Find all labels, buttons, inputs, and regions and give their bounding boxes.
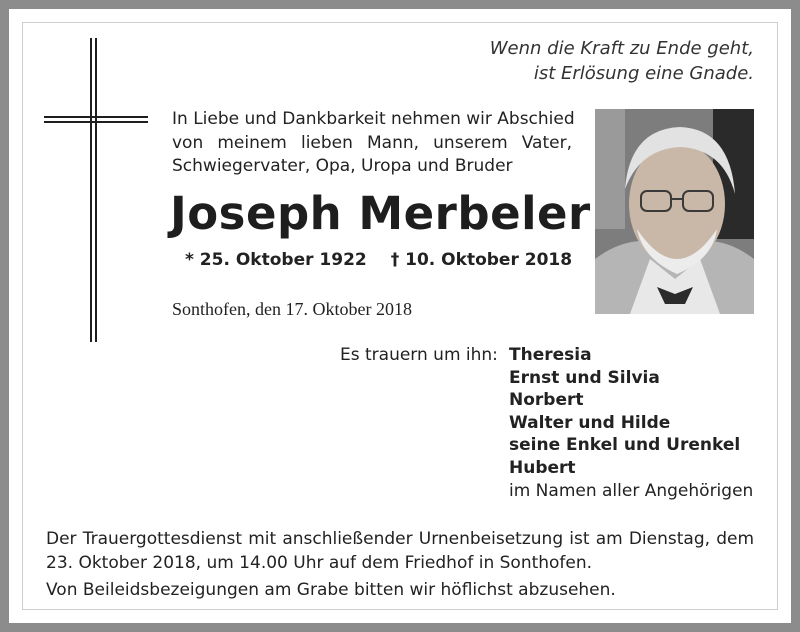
service-line-1: Der Trauergottesdienst mit anschließender Urnenbeisetzung ist am Dienstag, dem — [46, 529, 754, 549]
motto-line-1: Wenn die Kraft zu Ende geht, — [489, 38, 754, 59]
mourners-list — [509, 344, 753, 502]
mourners-label: Es trauern um ihn: — [340, 345, 498, 365]
deceased-name: Joseph Merbeler — [170, 187, 591, 240]
motto-line-2: ist Erlösung eine Gnade. — [533, 63, 754, 84]
birth-date: * 25. Oktober 1922 — [185, 250, 367, 270]
mourner-name: Hubert — [509, 457, 576, 478]
condolence-note: Von Beileidsbezeigungen am Grabe bitten wir höflichst abzusehen. — [46, 580, 616, 600]
intro-line: Schwiegervater, Opa, Uropa und Bruder — [172, 156, 513, 176]
life-dates — [185, 248, 572, 272]
cross-icon — [44, 38, 148, 342]
mourner-name: Walter und Hilde — [509, 412, 671, 433]
death-date: † 10. Oktober 2018 — [390, 250, 573, 270]
mourners-closing: im Namen aller Angehörigen — [509, 480, 754, 501]
service-line-2: 23. Oktober 2018, um 14.00 Uhr auf dem Friedhof in Sonthofen. — [46, 552, 593, 573]
mourner-name: Theresia — [509, 345, 592, 365]
intro-line: In Liebe und Dankbarkeit nehmen wir Abschied — [172, 109, 575, 129]
intro-line: von meinem lieben Mann, unserem Vater, — [172, 132, 572, 153]
mourner-name: Ernst und Silvia — [509, 367, 660, 388]
portrait-photo — [595, 109, 754, 314]
mourner-name: Norbert — [509, 390, 584, 411]
place-and-date: Sonthofen, den 17. Oktober 2018 — [172, 299, 412, 319]
service-notice — [46, 528, 754, 575]
mourner-name: seine Enkel und Urenkel — [509, 435, 741, 456]
motto — [490, 36, 754, 86]
intro-text — [172, 108, 575, 179]
